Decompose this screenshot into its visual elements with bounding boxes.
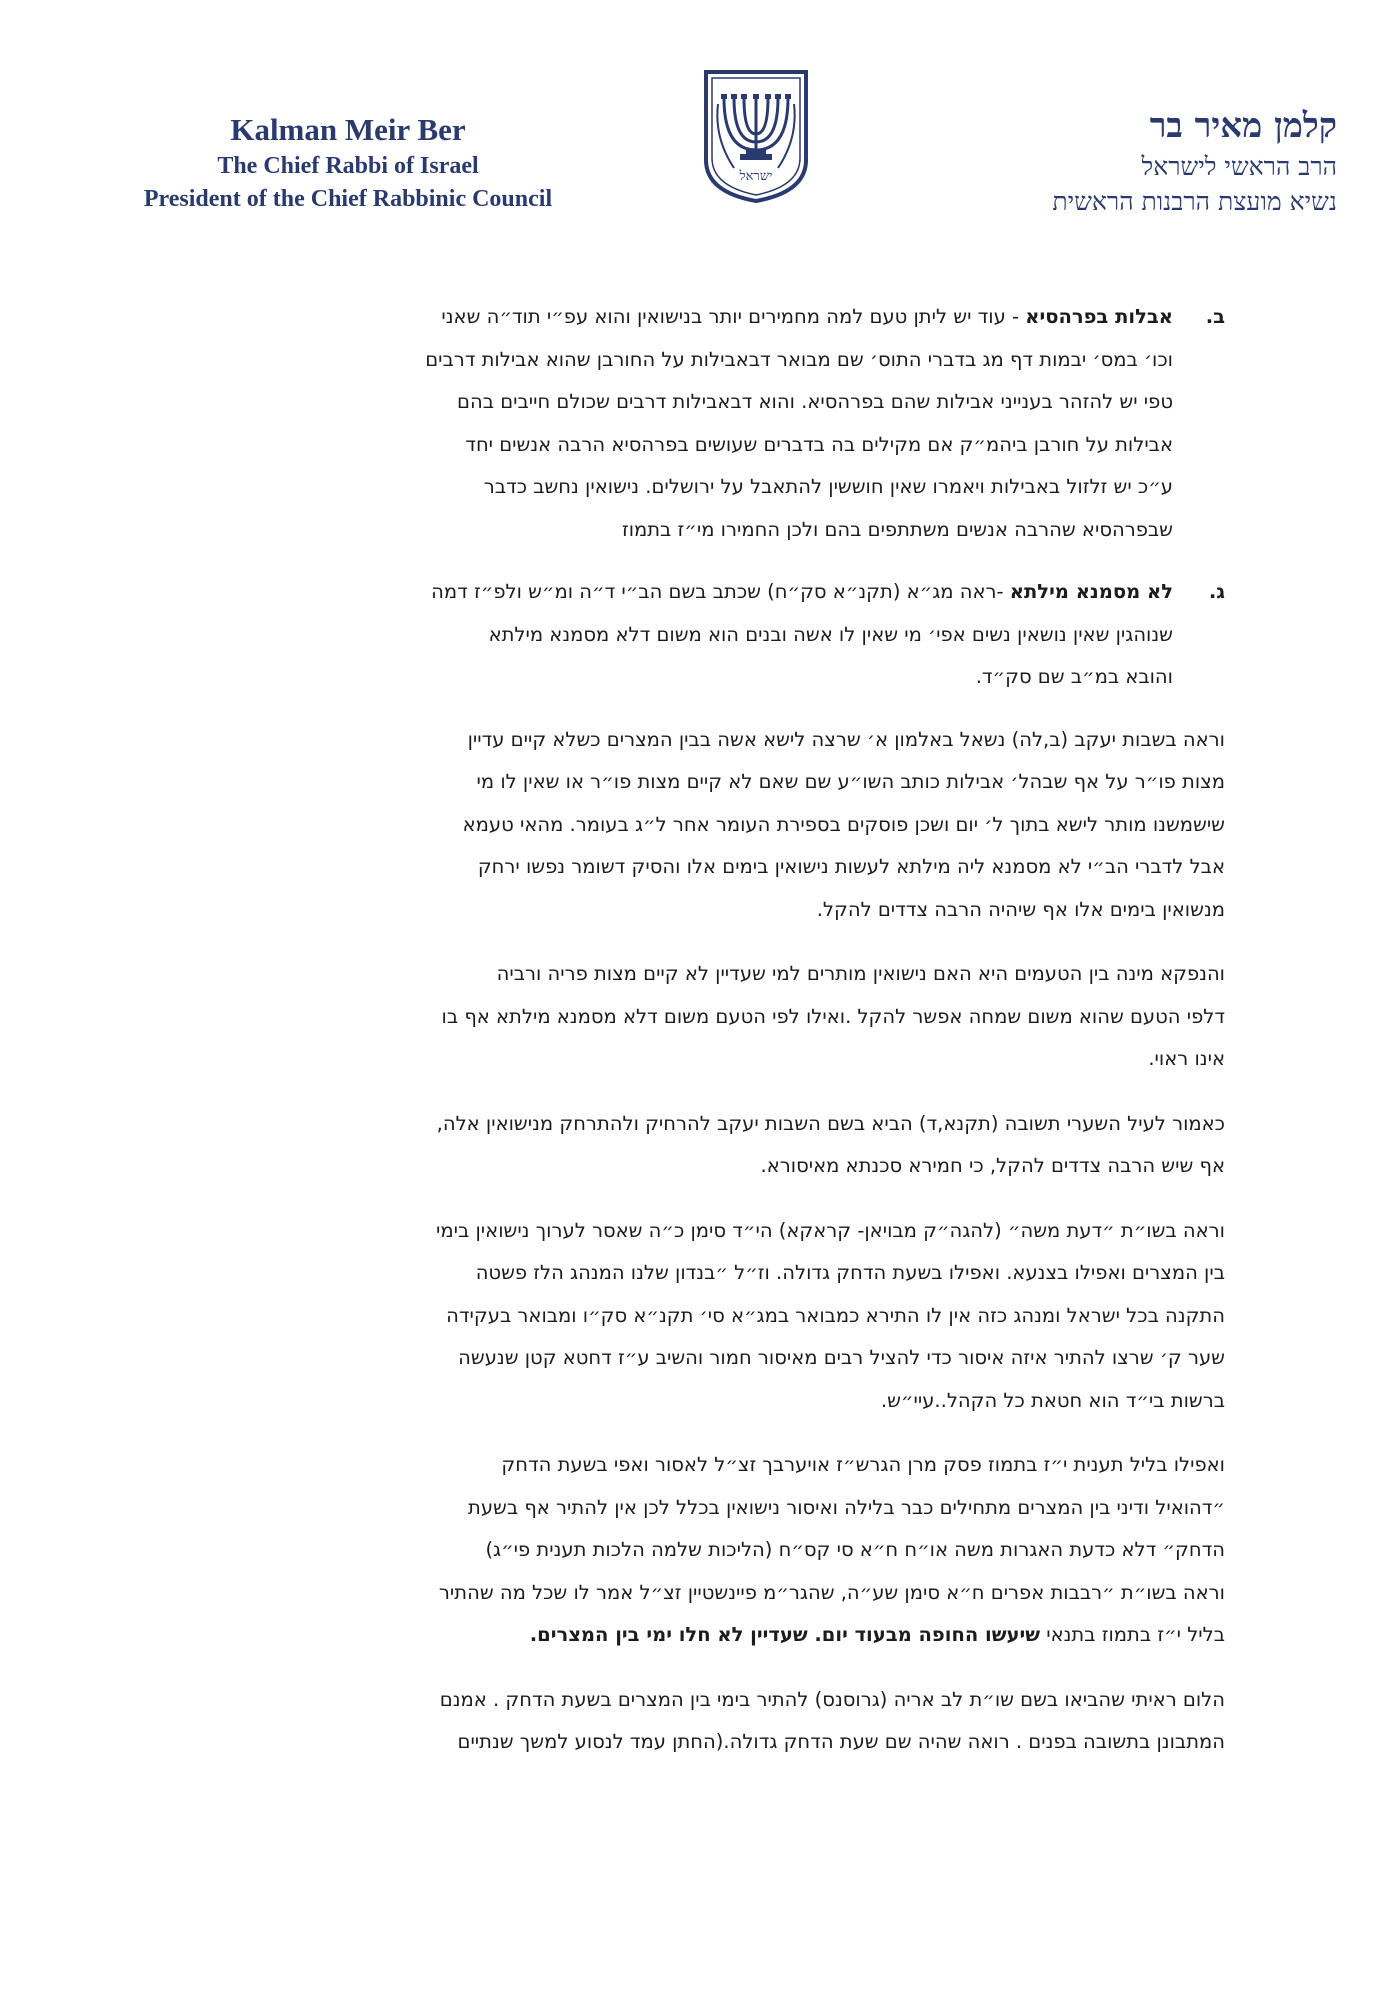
text-line: הלום ראיתי שהביאו בשם שו״ת לב אריה (גרוסנס) להתיר בימי בין המצרים בשעת הדחק . אמנם xyxy=(439,1687,1225,1711)
text-line: התקנה בכל ישראל ומנהג כזה אין לו התירא כמבואר במג״א סי׳ תקנ״א סק״ו ומבואר בעקידה xyxy=(446,1303,1225,1327)
text-line: הדחק״ דלא כדעת האגרות משה או״ח ח״א סי קס״ח (הליכות שלמה הלכות תענית פי״ג) xyxy=(485,1538,1225,1561)
rabbi-subtitle-english: President of the Chief Rabbinic Council xyxy=(143,186,553,212)
text-line: שישמשנו מותר לישא בתוך ל׳ יום ושכן פוסקים בספירת העומר אחר ל״ג בעומר. מהאי טעמא xyxy=(462,812,1225,836)
paragraph-2 xyxy=(185,953,1225,1081)
letterhead xyxy=(0,0,1400,260)
paragraph-5 xyxy=(185,1444,1225,1657)
rabbi-name-hebrew: קלמן מאיר בר xyxy=(1149,106,1337,146)
emphasized-text: שיעשו החופה מבעוד יום. שעדיין לא חלו ימי בין המצרים. xyxy=(529,1623,1041,1646)
text-line: כאמור לעיל השערי תשובה (תקנא,ד) הביא בשם השבות יעקב להרחיק ולהתרחק מנישואין אלה, xyxy=(436,1111,1225,1135)
rabbi-name-english: Kalman Meir Ber xyxy=(230,112,466,147)
hebrew-letterhead xyxy=(917,103,1337,219)
text-line: ברשות בי״ד הוא חטאת כל הקהל..עיי״ש. xyxy=(880,1388,1225,1412)
rabbi-subtitle-hebrew: נשיא מועצת הרבנות הראשית xyxy=(1052,187,1337,216)
text-line: לא מסמנא מילתא -ראה מג״א (תקנ״א סק״ח) שכתב בשם הב״י ד״ה ומ״ש ולפ״ז דמה xyxy=(431,580,1173,603)
text-line: ואפילו בליל תענית י״ז בתמוז פסק מרן הגרש״ז אויערבך זצ״ל לאסור ואפי בשעת הדחק xyxy=(501,1453,1225,1476)
text-line: וראה בשבות יעקב (ב,לה) נשאל באלמון א׳ שרצה לישא אשה בבין המצרים כשלא קיים עדיין xyxy=(467,727,1225,751)
text-line: אבל לדברי הב״י לא מסמנא ליה מילתא לעשות נישואין בימים אלו והסיק דשומר נפשו ירחק xyxy=(477,855,1225,878)
text-line: מנשואין בימים אלו אף שיהיה הרבה צדדים להקל. xyxy=(816,897,1225,921)
text-line: אבלות בפרהסיא - עוד יש ליתן טעם למה מחמירים יותר בנישואין והוא עפ״י תוד״ה שאני xyxy=(441,305,1173,328)
paragraph-6 xyxy=(185,1679,1225,1764)
section-g xyxy=(185,571,1225,699)
text-line: טפי יש להזהר בענייני אבילות שהם בפרהסיא. והוא דבאבילות דרבים שכולם חייבים בהם xyxy=(457,390,1173,413)
text-line: וכו׳ במס׳ יבמות דף מג בדברי התוס׳ שם מבואר דבאבילות על החורבן שהוא אבילות דרבים xyxy=(425,347,1173,371)
paragraph-1 xyxy=(185,719,1225,932)
text-line: וראה בשו״ת ״דעת משה״ (להגה״ק מבויאן- קראקא) הי״ד סימן כ״ה שאסר לערוך נישואין בימי xyxy=(436,1218,1225,1242)
text-line: אינו ראוי. xyxy=(1148,1047,1225,1070)
text-line: וראה בשו״ת ״רבבות אפרים ח״א סימן שע״ה, שהגר״מ פיינשטיין זצ״ל אמר לו שכל מה שהתיר xyxy=(438,1580,1225,1604)
paragraph-3 xyxy=(185,1103,1225,1188)
letter-body xyxy=(185,296,1225,1786)
text-line: דלפי הטעם שהוא משום שמחה אפשר להקל .ואילו לפי הטעם משום דלא מסמנא מילתא אף בו xyxy=(441,1004,1225,1028)
text-line: שבפרהסיא שהרבה אנשים משתתפים בהם ולכן החמירו מי״ז בתמוז xyxy=(621,517,1173,541)
rabbi-title-english: The Chief Rabbi of Israel xyxy=(217,153,479,179)
text-line: מצות פו״ר על אף שבהל׳ אבילות כותב השו״ע שם שאם לא קיים מצות פו״ר או שאין לו מי xyxy=(476,770,1225,793)
text-line: שער ק׳ שרצו להתיר איזה איסור כדי להציל רבים מאיסור חמור והשיב ע״ז דחטא קטן שנעשה xyxy=(458,1346,1225,1369)
section-b-number: ב. xyxy=(1205,305,1225,328)
rabbi-title-hebrew: הרב הראשי לישראל xyxy=(1141,152,1337,181)
text-line: ״דהואיל ודיני בין המצרים מתחילים כבר בלילה ואיסור נישואין בכלל לכן אין להתיר אף בשעת xyxy=(468,1495,1225,1519)
text-line: והנפקא מינה בין הטעמים היא האם נישואין מותרים למי שעדיין לא קיים מצות פריה ורביה xyxy=(496,962,1225,985)
section-b xyxy=(185,296,1225,551)
paragraph-4 xyxy=(185,1210,1225,1423)
text-line: המתבונן בתשובה בפנים . רואה שהיה שם שעת הדחק גדולה.(החתן עמד לנסוע למשך שנתיים xyxy=(457,1730,1225,1753)
text-line: שנוהגין שאין נושאין נשים אפי׳ מי שאין לו אשה ובנים הוא משום דלא מסמנא מילתא xyxy=(488,622,1173,646)
text-line: בליל י״ז בתמוז בתנאי שיעשו החופה מבעוד יום. שעדיין לא חלו ימי בין המצרים. xyxy=(529,1623,1225,1646)
section-b-heading: אבלות בפרהסיא xyxy=(1025,305,1173,328)
text-line: אבילות על חורבן ביהמ״ק אם מקילים בה בדברים שעושים בפרהסיא הרבה אנשים יחד xyxy=(465,432,1173,456)
emblem-text: ישראל xyxy=(739,169,773,184)
text-line: ע״כ יש זלזול באבילות ויאמרו שאין חוששין להתאבל על ירושלים. נישואין נחשב כדבר xyxy=(483,475,1173,498)
section-g-heading: לא מסמנא מילתא xyxy=(1009,580,1173,603)
section-g-number: ג. xyxy=(1208,580,1225,603)
english-letterhead xyxy=(98,110,598,216)
text-line: והובא במ״ב שם סק״ד. xyxy=(975,665,1173,688)
text-line: בין המצרים ואפילו בצנעא. ואפילו בשעת הדחק גדולה. וז״ל ״בנדון שלנו המנהג הלז פשטה xyxy=(475,1261,1225,1284)
state-emblem-icon xyxy=(700,68,812,204)
text-line: אף שיש הרבה צדדים להקל, כי חמירא סכנתא מאיסורא. xyxy=(760,1154,1225,1177)
